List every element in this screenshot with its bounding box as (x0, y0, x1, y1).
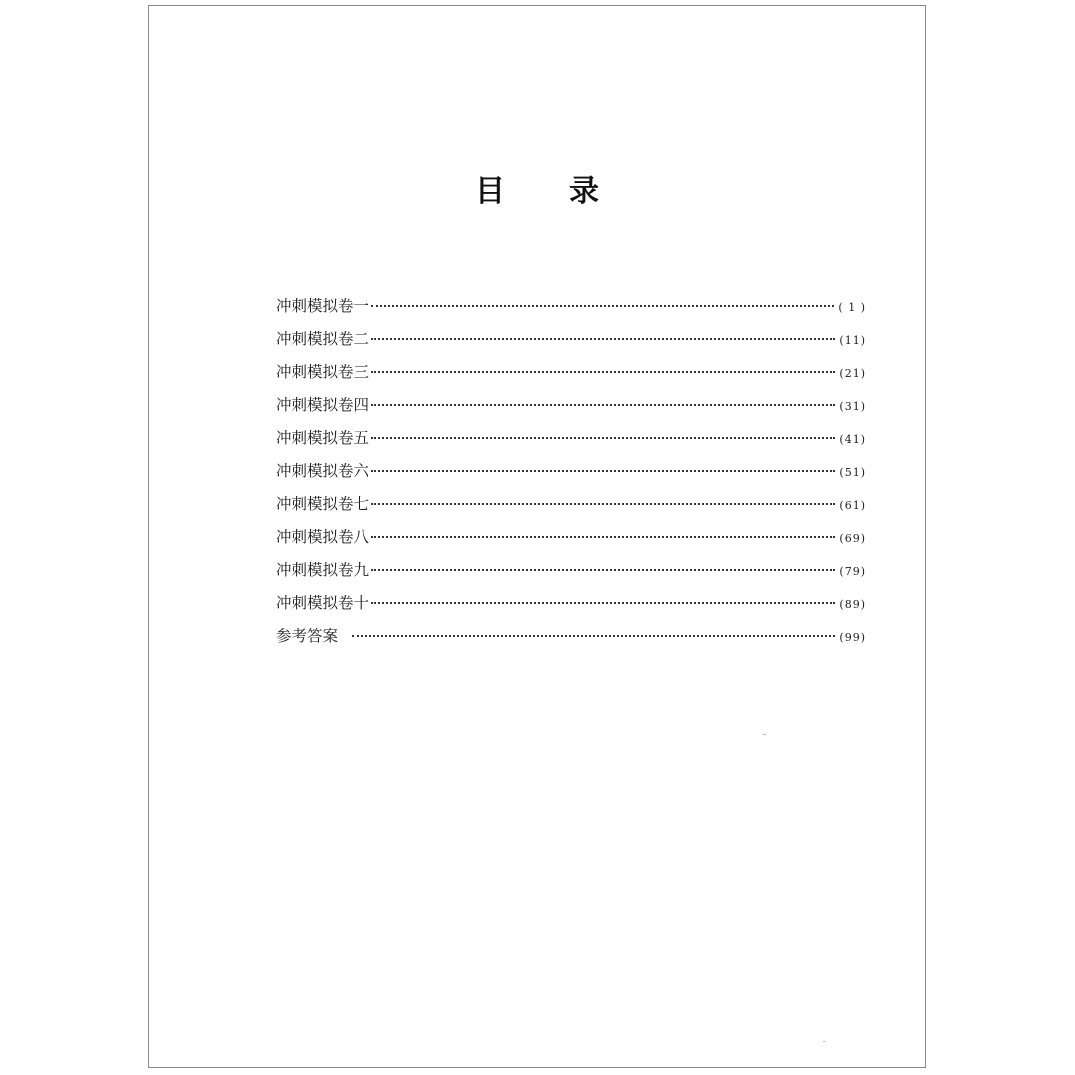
toc-entry-label: 冲刺模拟卷八 (276, 528, 370, 546)
toc-entry-page: (11) (839, 334, 866, 347)
dot-leader (371, 569, 835, 571)
toc-entry[interactable] (276, 294, 866, 327)
toc-entry-page: (21) (839, 367, 866, 380)
toc-entry[interactable] (276, 591, 866, 624)
dot-leader (371, 305, 834, 307)
document-page (148, 5, 926, 1068)
toc-entry-label: 冲刺模拟卷七 (276, 495, 370, 513)
table-of-contents (276, 294, 866, 657)
toc-entry[interactable] (276, 327, 866, 360)
toc-entry-page: (61) (839, 499, 866, 512)
toc-entry-page: (89) (839, 598, 866, 611)
toc-entry-label: 冲刺模拟卷四 (276, 396, 370, 414)
toc-entry-label: 冲刺模拟卷九 (276, 561, 370, 579)
toc-entry-page: (69) (839, 532, 866, 545)
scan-speck (763, 734, 766, 735)
toc-entry-label: 冲刺模拟卷一 (276, 297, 370, 315)
toc-entry-label: 冲刺模拟卷六 (276, 462, 370, 480)
toc-entry-page: ( 1 ) (838, 301, 866, 314)
toc-entry-label: 冲刺模拟卷十 (276, 594, 370, 612)
dot-leader (371, 404, 835, 406)
dot-leader (371, 602, 835, 604)
toc-entry[interactable] (276, 459, 866, 492)
title-char: 目 (475, 174, 505, 209)
dot-leader (371, 371, 835, 373)
toc-entry-page: (79) (839, 565, 866, 578)
dot-leader (371, 338, 835, 340)
dot-leader (352, 635, 835, 637)
toc-entry-label: 冲刺模拟卷五 (276, 429, 370, 447)
toc-entry[interactable] (276, 360, 866, 393)
toc-entry-label: 冲刺模拟卷三 (276, 363, 370, 381)
dot-leader (371, 503, 835, 505)
toc-entry[interactable] (276, 393, 866, 426)
toc-entry-page: (51) (839, 466, 866, 479)
page-title (149, 166, 925, 210)
toc-entry-page: (41) (839, 433, 866, 446)
toc-entry[interactable] (276, 525, 866, 558)
toc-entry[interactable] (276, 558, 866, 591)
dot-leader (371, 536, 835, 538)
dot-leader (371, 437, 835, 439)
toc-entry-label: 冲刺模拟卷二 (276, 330, 370, 348)
toc-entry[interactable] (276, 426, 866, 459)
title-char: 录 (569, 174, 599, 209)
dot-leader (371, 470, 835, 472)
toc-entry-page: (31) (839, 400, 866, 413)
toc-entry[interactable] (276, 624, 866, 657)
scan-speck (823, 1041, 826, 1042)
toc-entry[interactable] (276, 492, 866, 525)
toc-entry-page: (99) (839, 631, 866, 644)
toc-entry-label: 参考答案 (276, 627, 339, 645)
